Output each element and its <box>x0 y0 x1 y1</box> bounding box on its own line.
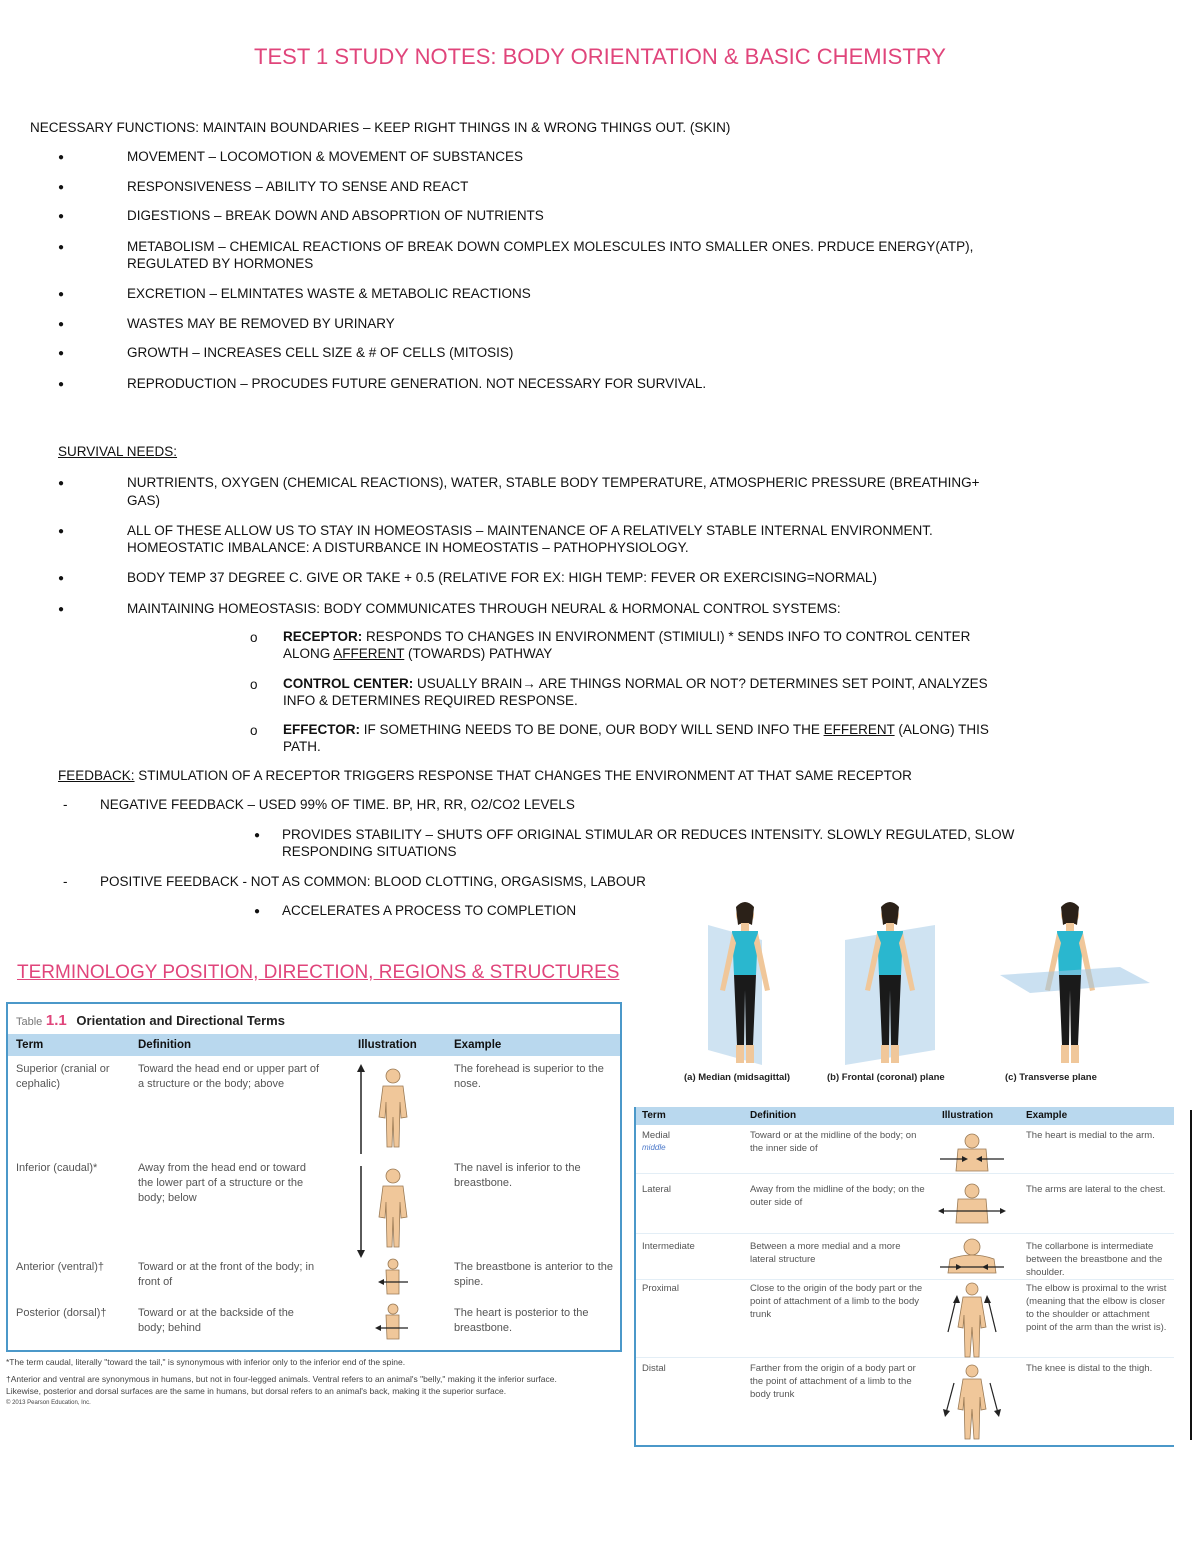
table-row-def: Away from the head end or toward the lower part of a structure or the body; below <box>138 1162 306 1204</box>
table-note: †Anterior and ventral are synonymous in humans, but not in four-legged animals. Ventral refers to an animal's "belly," making it the inferior surface. <box>6 1374 557 1384</box>
survival-line: MAINTAINING HOMEOSTASIS: BODY COMMUNICATES THROUGH NEURAL & HORMONAL CONTROL SYSTEMS: <box>127 601 841 616</box>
median-plane-figure <box>708 902 770 1065</box>
list-item: METABOLISM – CHEMICAL REACTIONS OF BREAK DOWN COMPLEX MOLESCULES INTO SMALLER ONES. PRDUCE ENERGY(ATP), <box>127 239 974 254</box>
receptor-label: RECEPTOR: <box>283 629 363 644</box>
header-definition: Definition <box>138 1039 192 1051</box>
table-label: Table <box>16 1016 43 1028</box>
table-row-def: Toward the head end or upper part of a structure or the body; above <box>138 1063 320 1090</box>
receptor-line <box>283 628 970 645</box>
negative-feedback: NEGATIVE FEEDBACK – USED 99% OF TIME. BP, HR, RR, O2/CO2 LEVELS <box>100 797 575 812</box>
table-title: Orientation and Directional Terms <box>76 1013 285 1028</box>
bullet: ● <box>58 604 65 615</box>
receptor-text: RESPONDS TO CHANGES IN ENVIRONMENT (STIMIULI) * SENDS INFO TO CONTROL CENTER <box>362 629 971 644</box>
plane-caption-transverse: (c) Transverse plane <box>1005 1072 1097 1083</box>
table-row-term: Inferior (caudal)* <box>16 1162 98 1174</box>
sub-bullet: o <box>250 677 258 692</box>
table-note: *The term caudal, literally "toward the tail," is synonymous with inferior only to the inferior end of the spine. <box>6 1357 406 1367</box>
control-label: CONTROL CENTER: <box>283 676 414 691</box>
header-illustration: Illustration <box>358 1039 417 1051</box>
dash: - <box>63 874 68 889</box>
feedback-text: STIMULATION OF A RECEPTOR TRIGGERS RESPONSE THAT CHANGES THE ENVIRONMENT AT THAT SAME RECEPTOR <box>134 768 912 783</box>
survival-line: BODY TEMP 37 DEGREE C. GIVE OR TAKE + 0.5 (RELATIVE FOR EX: HIGH TEMP: FEVER OR EXERCISING=NORMAL) <box>127 570 877 585</box>
table-row-term: Proximal <box>642 1283 679 1294</box>
transverse-plane-figure <box>1000 902 1150 1063</box>
body-outline-icon <box>379 1169 407 1247</box>
receptor-text: (TOWARDS) PATHWAY <box>404 646 553 661</box>
bullet: ● <box>58 478 65 489</box>
directional-table <box>634 1107 1174 1447</box>
table-row-def: Between a more medial and a more lateral structure <box>750 1241 901 1265</box>
list-item: MOVEMENT – LOCOMOTION & MOVEMENT OF SUBSTANCES <box>127 149 524 164</box>
table-header <box>8 1034 620 1056</box>
table-row-ex: The heart is posterior to the breastbone. <box>454 1307 589 1334</box>
posterior-arrow-icon <box>375 1304 408 1339</box>
control-line-2: INFO & DETERMINES REQUIRED RESPONSE. <box>283 693 578 708</box>
bullet: ● <box>58 319 65 330</box>
direction-illustrations <box>353 1062 423 1352</box>
survival-line: HOMEOSTATIC IMBALANCE: A DISTURBANCE IN HOMEOSTATIS – PATHOPHYSIOLOGY. <box>127 540 689 555</box>
table-row-ex: The navel is inferior to the breastbone. <box>454 1162 581 1189</box>
table-row-ex: The breastbone is anterior to the spine. <box>454 1261 613 1288</box>
header-definition: Definition <box>750 1110 797 1121</box>
table-row-def: Close to the origin of the body part or the point of attachment of a limb to the body trunk <box>750 1283 923 1320</box>
table-row-def: Toward or at the backside of the body; behind <box>138 1307 294 1334</box>
table-row-ex: The knee is distal to the thigh. <box>1026 1363 1153 1374</box>
table-row-ex: The heart is medial to the arm. <box>1026 1130 1155 1141</box>
orientation-table <box>6 1002 622 1352</box>
body-outline-icon <box>379 1069 407 1147</box>
list-item: GROWTH – INCREASES CELL SIZE & # OF CELLS (MITOSIS) <box>127 345 514 360</box>
necessary-intro: NECESSARY FUNCTIONS: MAINTAIN BOUNDARIES – KEEP RIGHT THINGS IN & WRONG THINGS OUT. (SKIN) <box>30 120 731 135</box>
positive-sub: ACCELERATES A PROCESS TO COMPLETION <box>282 903 577 918</box>
distal-arrows-icon <box>943 1365 1001 1439</box>
negative-sub-2: RESPONDING SITUATIONS <box>282 844 457 859</box>
receptor-line-2 <box>283 645 552 662</box>
medial-arrows-icon <box>940 1134 1004 1171</box>
table-caption <box>16 1012 285 1029</box>
efferent-term: EFFERENT <box>823 722 895 737</box>
plane-caption-median: (a) Median (midsagittal) <box>684 1072 791 1083</box>
table-row-term: Posterior (dorsal)† <box>16 1307 107 1319</box>
header-term: Term <box>642 1110 666 1121</box>
header-example: Example <box>1026 1110 1068 1121</box>
table-row-def: Toward or at the front of the body; in front of <box>138 1261 315 1288</box>
table-number: 1.1 <box>45 1012 67 1029</box>
effector-label: EFFECTOR: <box>283 722 360 737</box>
bullet: ● <box>58 289 65 300</box>
superior-arrow-icon <box>357 1064 365 1154</box>
handwritten-note: middle <box>642 1143 666 1152</box>
copyright: © 2013 Pearson Education, Inc. <box>6 1400 91 1406</box>
page-edge-line <box>1190 1110 1192 1440</box>
feedback-line <box>58 767 912 784</box>
terminology-heading: TERMINOLOGY POSITION, DIRECTION, REGIONS & STRUCTURES <box>17 962 620 983</box>
list-item: RESPONSIVENESS – ABILITY TO SENSE AND REACT <box>127 179 469 194</box>
table-row-term: Distal <box>642 1363 666 1374</box>
control-line <box>283 675 988 692</box>
header-term: Term <box>16 1039 44 1051</box>
effector-line-2: PATH. <box>283 739 321 754</box>
bullet: ● <box>58 182 65 193</box>
dash: - <box>63 797 68 812</box>
bullet: ● <box>58 526 65 537</box>
table-row-ex: The forehead is superior to the nose. <box>454 1063 604 1090</box>
list-item: REPRODUCTION – PROCUDES FUTURE GENERATION. NOT NECESSARY FOR SURVIVAL. <box>127 376 707 391</box>
bullet: ● <box>58 573 65 584</box>
table-row-def: Away from the midline of the body; on the outer side of <box>750 1184 925 1208</box>
positive-feedback: POSITIVE FEEDBACK - NOT AS COMMON: BLOOD CLOTTING, ORGASISMS, LABOUR <box>100 874 646 889</box>
anterior-arrow-icon <box>378 1259 408 1294</box>
lateral-arrows-icon <box>938 1184 1006 1223</box>
bullet: ● <box>254 906 261 917</box>
survival-line: ALL OF THESE ALLOW US TO STAY IN HOMEOSTASIS – MAINTENANCE OF A RELATIVELY STABLE INTERNAL ENVIRONMENT. <box>127 523 933 538</box>
table-note: Likewise, posterior and dorsal surfaces are the same in humans, but dorsal refers to an animal's back, making it the superior surface. <box>6 1386 507 1396</box>
plane-caption-frontal: (b) Frontal (coronal) plane <box>827 1072 945 1083</box>
list-item: EXCRETION – ELMINTATES WASTE & METABOLIC REACTIONS <box>127 286 531 301</box>
table-row-term: Anterior (ventral)† <box>16 1261 105 1273</box>
receptor-text: ALONG <box>283 646 334 661</box>
bullet: ● <box>58 348 65 359</box>
body-planes-figure <box>690 895 1160 1075</box>
table-row-term: Superior (cranial or cephalic) <box>16 1063 110 1090</box>
list-item: WASTES MAY BE REMOVED BY URINARY <box>127 316 395 331</box>
table-row-term: Lateral <box>642 1184 672 1195</box>
effector-text: IF SOMETHING NEEDS TO BE DONE, OUR BODY WILL SEND INFO THE <box>360 722 824 737</box>
control-text: USUALLY BRAIN→ ARE THINGS NORMAL OR NOT? DETERMINES SET POINT, ANALYZES <box>413 676 988 691</box>
proximal-arrows-icon <box>948 1283 996 1357</box>
directional-illustrations <box>936 1127 1016 1443</box>
afferent-term: AFFERENT <box>333 646 405 661</box>
feedback-label: FEEDBACK: <box>58 768 135 783</box>
effector-line <box>283 721 989 738</box>
table-row-term: Medial <box>642 1130 670 1141</box>
table-row-ex: The collarbone is intermediate between the breastbone and the shoulder. <box>1026 1241 1163 1278</box>
table-row-ex: The arms are lateral to the chest. <box>1026 1184 1166 1195</box>
negative-sub: PROVIDES STABILITY – SHUTS OFF ORIGINAL STIMULAR OR REDUCES INTENSITY. SLOWLY REGULATED, SLOW <box>282 827 1015 842</box>
inferior-arrow-icon <box>357 1166 365 1258</box>
table-row-def: Toward or at the midline of the body; on the inner side of <box>750 1130 917 1154</box>
table-row-ex: The elbow is proximal to the wrist (meaning that the elbow is closer to the shoulder or attachment point of the arm than the wrist is). <box>1026 1283 1167 1333</box>
frontal-plane-figure <box>845 902 935 1065</box>
bullet: ● <box>58 211 65 222</box>
survival-heading: SURVIVAL NEEDS: <box>58 444 178 459</box>
header-illustration: Illustration <box>942 1110 994 1121</box>
bullet: ● <box>254 830 261 841</box>
table-row-term: Intermediate <box>642 1241 695 1252</box>
bullet: ● <box>58 379 65 390</box>
bullet: ● <box>58 152 65 163</box>
sub-bullet: o <box>250 723 258 738</box>
page-title: TEST 1 STUDY NOTES: BODY ORIENTATION & BASIC CHEMISTRY <box>254 44 946 69</box>
table-row-def: Farther from the origin of a body part or the point of attachment of a limb to the body trunk <box>750 1363 916 1400</box>
effector-text: (ALONG) THIS <box>894 722 989 737</box>
header-example: Example <box>454 1039 502 1051</box>
survival-line: NURTRIENTS, OXYGEN (CHEMICAL REACTIONS), WATER, STABLE BODY TEMPERATURE, ATMOSPHERIC PRESSURE (BREATHING+ <box>127 475 980 490</box>
list-item-cont: REGULATED BY HORMONES <box>127 256 314 271</box>
table-header <box>636 1107 1174 1125</box>
survival-line: GAS) <box>127 493 161 508</box>
list-item: DIGESTIONS – BREAK DOWN AND ABSOPRTION OF NUTRIENTS <box>127 208 544 223</box>
bullet: ● <box>58 242 65 253</box>
intermediate-arrows-icon <box>940 1239 1004 1273</box>
sub-bullet: o <box>250 630 258 645</box>
